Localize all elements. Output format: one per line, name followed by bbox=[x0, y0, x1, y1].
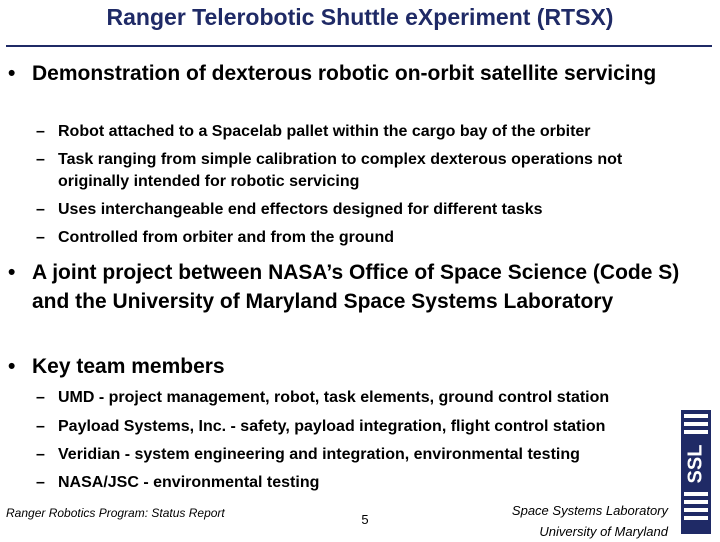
dash-icon: – bbox=[36, 446, 45, 463]
footer-report-title: Ranger Robotics Program: Status Report bbox=[6, 506, 225, 520]
sub-bullet-text: Controlled from orbiter and from the ground bbox=[58, 229, 394, 246]
footer-lab-name bbox=[512, 500, 668, 542]
dash-icon: – bbox=[36, 229, 45, 246]
slide-title: Ranger Telerobotic Shuttle eXperiment (RTSX) bbox=[106, 4, 614, 30]
logo-stripe bbox=[684, 500, 708, 504]
sub-bullet-text: Task ranging from simple calibration to complex dexterous operations not originally intended for robotic servicing bbox=[58, 151, 623, 190]
logo-text: SSL bbox=[684, 444, 707, 484]
sub-bullet-item bbox=[36, 387, 686, 409]
logo-stripe bbox=[684, 414, 708, 418]
sub-bullet-item bbox=[36, 472, 686, 494]
bullet-dot-icon: • bbox=[8, 261, 16, 284]
sub-bullet-item bbox=[36, 444, 686, 466]
sub-bullet-item bbox=[36, 199, 686, 221]
footer-university-line: University of Maryland bbox=[539, 524, 668, 539]
sub-bullet-item bbox=[36, 121, 686, 143]
bullet-item bbox=[8, 352, 698, 381]
bullet-dot-icon: • bbox=[8, 355, 16, 378]
dash-icon: – bbox=[36, 151, 45, 168]
bullet-text: A joint project between NASA’s Office of Space Science (Code S) and the University of Maryland Space Systems Laboratory bbox=[32, 261, 680, 313]
sub-bullet-text: Robot attached to a Spacelab pallet within the cargo bay of the orbiter bbox=[58, 123, 591, 140]
dash-icon: – bbox=[36, 389, 45, 406]
bullet-text: Demonstration of dexterous robotic on-orbit satellite servicing bbox=[32, 62, 657, 85]
logo-stripe bbox=[684, 422, 708, 426]
dash-icon: – bbox=[36, 123, 45, 140]
logo-stripe bbox=[684, 492, 708, 496]
page-number: 5 bbox=[361, 512, 369, 527]
title-divider bbox=[6, 45, 712, 47]
bullet-text: Key team members bbox=[32, 355, 225, 378]
dash-icon: – bbox=[36, 201, 45, 218]
dash-icon: – bbox=[36, 474, 45, 491]
sub-bullet-text: NASA/JSC - environmental testing bbox=[58, 474, 320, 491]
sub-bullet-text: Uses interchangeable end effectors designed for different tasks bbox=[58, 201, 543, 218]
sub-bullet-item bbox=[36, 227, 686, 249]
logo-stripe bbox=[684, 516, 708, 520]
bullet-item bbox=[8, 59, 698, 88]
ssl-logo-icon bbox=[680, 408, 712, 536]
sub-bullet-item bbox=[36, 416, 686, 438]
logo-stripe bbox=[684, 430, 708, 434]
footer-lab-line: Space Systems Laboratory bbox=[511, 503, 668, 518]
sub-bullet-text: UMD - project management, robot, task elements, ground control station bbox=[58, 389, 610, 406]
sub-bullet-text: Veridian - system engineering and integration, environmental testing bbox=[58, 446, 580, 463]
dash-icon: – bbox=[36, 418, 45, 435]
logo-stripe bbox=[684, 508, 708, 512]
sub-bullet-text: Payload Systems, Inc. - safety, payload integration, flight control station bbox=[58, 418, 606, 435]
bullet-dot-icon: • bbox=[8, 62, 16, 85]
sub-bullet-item bbox=[36, 149, 686, 193]
bullet-item bbox=[8, 258, 698, 316]
